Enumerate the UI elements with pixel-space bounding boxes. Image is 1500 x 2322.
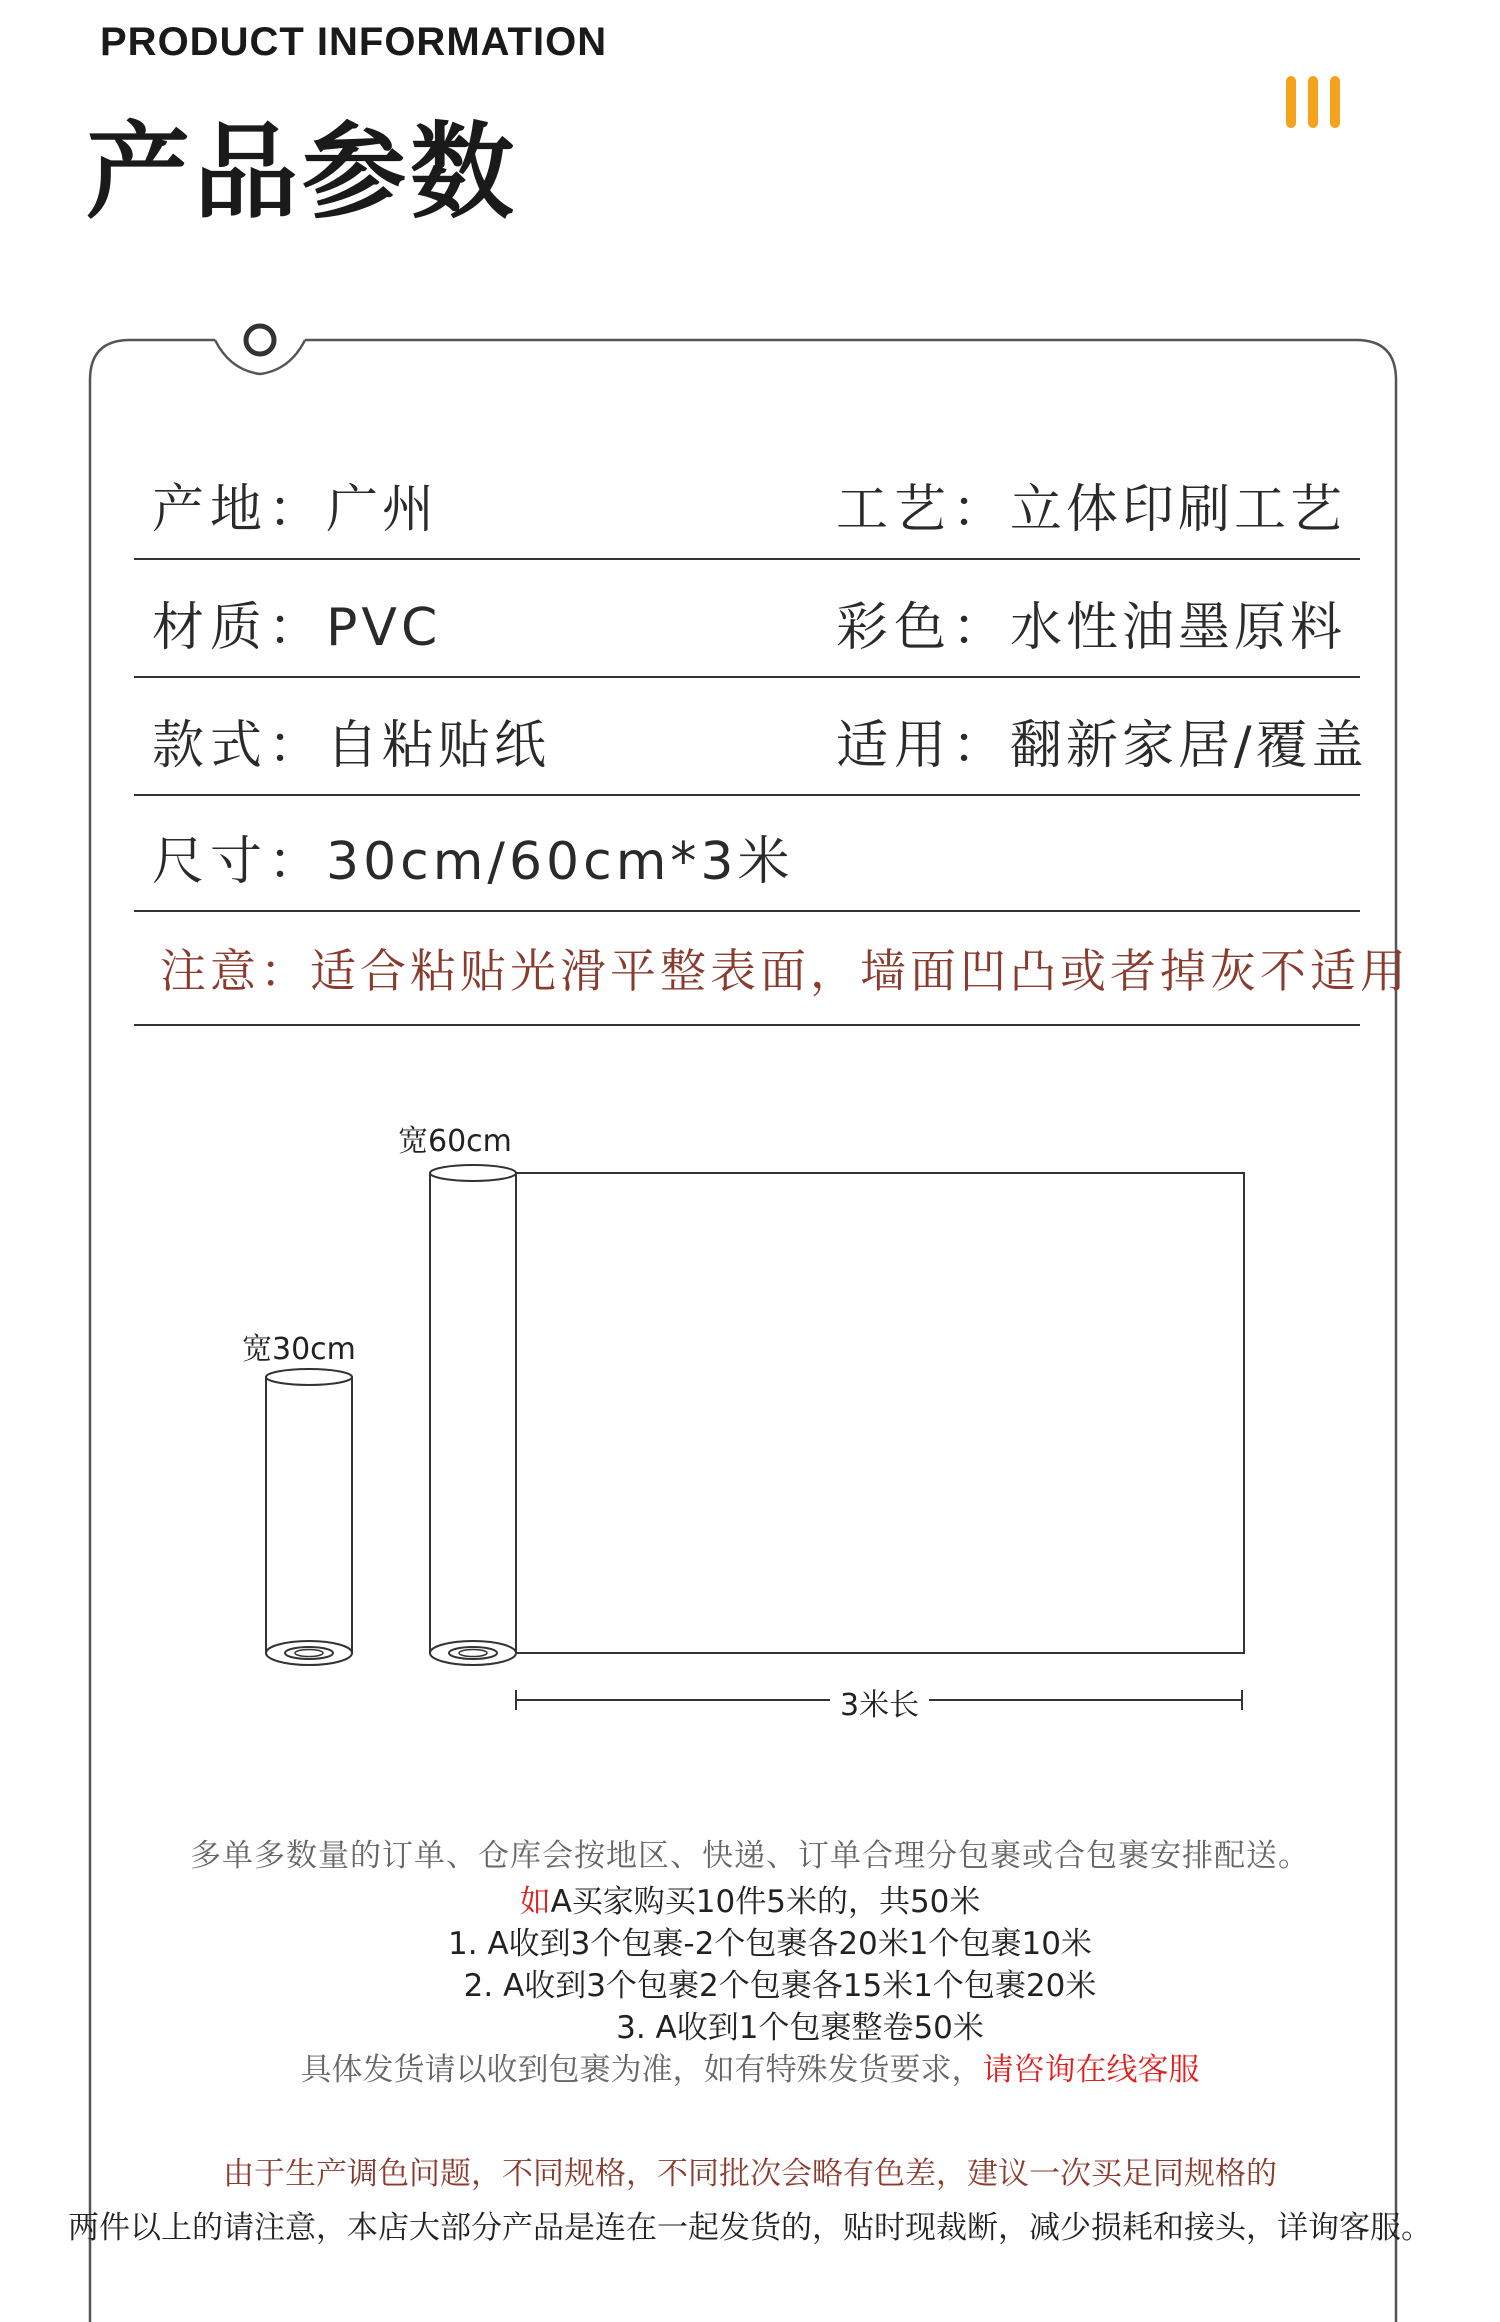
spec-row <box>134 578 1360 678</box>
spec-value: PVC <box>326 598 442 658</box>
spec-value: 水性油墨原料 <box>1010 598 1347 658</box>
roll-small-graphic <box>266 1369 352 1665</box>
spec-row <box>134 812 1360 912</box>
hanger-ring-icon <box>246 326 274 354</box>
shipping-line-2-highlight: 如 <box>519 1884 551 1920</box>
spec-value: 30cm/60cm*3米 <box>326 832 794 892</box>
spec-label: 彩色： <box>836 598 1011 658</box>
shipping-line-6-text: 具体发货请以收到包裹为准，如有特殊发货要求， <box>300 2052 983 2088</box>
length-label: 3米长 <box>830 1680 929 1724</box>
header-title-en: PRODUCT INFORMATION <box>100 20 608 64</box>
spec-value: 自粘贴纸 <box>326 716 551 776</box>
shipping-line-2 <box>0 1876 1500 1921</box>
header-title-cn: 产品参数 <box>86 111 519 233</box>
roll-small-label: 宽30cm <box>242 1332 356 1367</box>
shipping-line-2-text: A买家购买10件5米的，共50米 <box>550 1884 981 1920</box>
spec-value: 立体印刷工艺 <box>1010 480 1347 540</box>
spec-label: 款式： <box>152 716 327 776</box>
spec-label: 产地： <box>152 480 327 540</box>
shipping-line-5: 3. A收到1个包裹整卷50米 <box>616 2010 984 2046</box>
spec-value: 广州 <box>326 480 439 540</box>
shipping-line-3: 1. A收到3个包裹-2个包裹各20米1个包裹10米 <box>448 1926 1092 1962</box>
spec-label: 材质： <box>152 598 327 658</box>
roll-large-graphic <box>430 1165 1244 1665</box>
shipping-line-6 <box>0 2044 1500 2089</box>
bundle-shipping-note: 两件以上的请注意，本店大部分产品是连在一起发货的，贴时现裁断，减少损耗和接头，详询客服。 <box>68 2210 1432 2246</box>
spec-label: 尺寸： <box>152 832 327 892</box>
spec-value: 翻新家居/覆盖 <box>1010 716 1368 776</box>
spec-row <box>134 460 1360 560</box>
spec-note: 注意：适合粘贴光滑平整表面，墙面凹凸或者掉灰不适用 <box>160 944 1410 998</box>
color-difference-note: 由于生产调色问题，不同规格，不同批次会略有色差，建议一次买足同规格的 <box>223 2156 1277 2192</box>
spec-label: 工艺： <box>836 480 1011 540</box>
spec-note-row <box>134 916 1410 1026</box>
spec-row <box>134 696 1368 796</box>
shipping-line-1: 多单多数量的订单、仓库会按地区、快递、订单合理分包裹或合包裹安排配送。 <box>190 1838 1310 1874</box>
roll-large-label: 宽60cm <box>398 1124 512 1159</box>
contact-service-link: 请咨询在线客服 <box>982 2052 1200 2088</box>
spec-label: 适用： <box>836 716 1011 776</box>
shipping-line-4: 2. A收到3个包裹2个包裹各15米1个包裹20米 <box>463 1968 1097 2004</box>
